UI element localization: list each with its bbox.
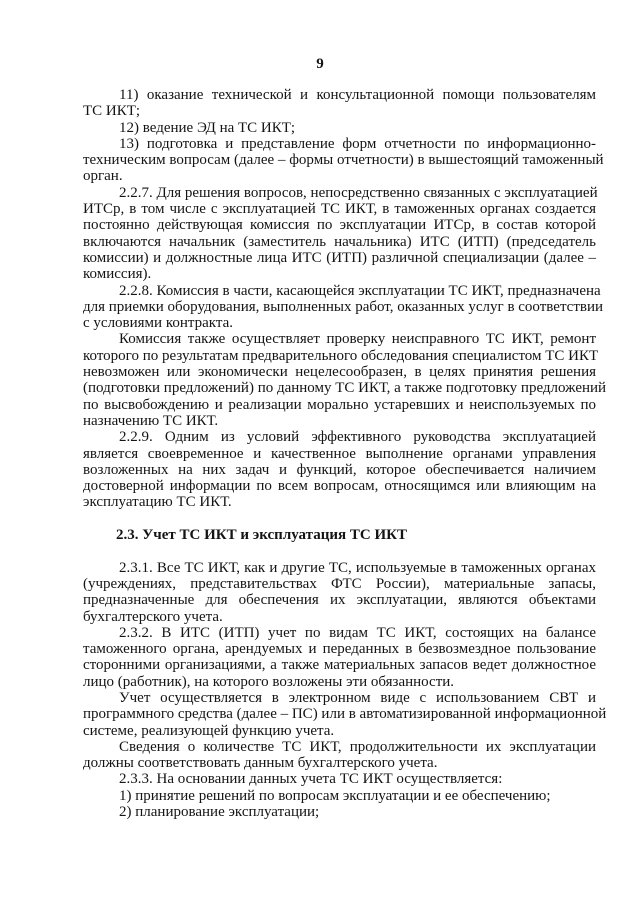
text-line: для приемки оборудования, выполненных работ, оказанных услуг в соответствии <box>83 298 604 315</box>
text-line: 12) ведение ЭД на ТС ИКТ; <box>119 119 296 136</box>
text-block-1 <box>83 87 607 511</box>
paragraph <box>83 135 604 185</box>
text-line: должны соответствовать данным бухгалтерского учета. <box>83 755 438 772</box>
text-line: (подготовки предложений) по данному ТС ИКТ, а также подготовку предложений <box>83 380 607 397</box>
text-line: постоянно действующая комиссия по эксплуатации ИТСр, в состав которой <box>83 217 596 234</box>
text-line: бухгалтерского учета. <box>83 608 223 625</box>
paragraph <box>83 282 604 332</box>
text-line: 2.2.9. Одним из условий эффективного руководства эксплуатацией <box>119 429 596 446</box>
section-heading: 2.3. Учет ТС ИКТ и эксплуатация ТС ИКТ <box>116 527 407 544</box>
text-line: включаются начальник (заместитель начальника) ИТС (ИТП) (председатель <box>83 233 596 250</box>
text-line: 2) планирование эксплуатации; <box>119 804 320 821</box>
text-line: 2.3.2. В ИТС (ИТП) учет по видам ТС ИКТ, состоящих на балансе <box>119 624 596 641</box>
page-number: 9 <box>316 56 324 72</box>
paragraph <box>83 87 596 120</box>
text-line: комиссии) и должностные лица ИТС (ИТП) различной специализации (далее – <box>83 249 596 266</box>
text-line: 2.3.3. На основании данных учета ТС ИКТ осуществляется: <box>119 771 503 788</box>
text-line: системе, реализующей функцию учета. <box>83 722 335 739</box>
spacer <box>83 543 596 559</box>
paragraph <box>83 560 596 625</box>
paragraph <box>83 331 607 429</box>
text-line: 13) подготовка и представление форм отчетности по информационно- <box>119 135 596 152</box>
text-line: орган. <box>83 168 123 185</box>
paragraph <box>83 429 596 510</box>
text-line: невозможен или экономически нецелесообразен, в целях принятия решения <box>83 364 596 381</box>
paragraph <box>83 689 607 739</box>
document-body <box>83 87 607 821</box>
spacer <box>83 511 596 527</box>
text-line: 2.2.7. Для решения вопросов, непосредственно связанных с эксплуатацией <box>119 184 598 201</box>
paragraph <box>83 120 596 136</box>
paragraph <box>83 185 596 283</box>
text-line: является своевременное и качественное выполнение органами управления <box>83 445 596 462</box>
text-line: назначению ТС ИКТ. <box>83 412 219 429</box>
text-line: достоверной информации по всем вопросам, относящимся или влияющим на <box>83 478 596 495</box>
text-line: комиссия). <box>83 266 152 283</box>
text-line: таможенного органа, арендуемых и переданных в безвозмездное пользование <box>83 641 596 658</box>
text-line: эксплуатацию ТС ИКТ. <box>83 494 232 511</box>
text-block-2 <box>83 559 607 821</box>
text-line: возложенных на них задач и функций, которое обеспечивается наличием <box>83 461 596 478</box>
text-line: Комиссия также осуществляет проверку неисправного ТС ИКТ, ремонт <box>119 331 596 348</box>
paragraph <box>83 739 596 772</box>
text-line: 2.2.8. Комиссия в части, касающейся эксплуатации ТС ИКТ, предназначена <box>119 282 601 299</box>
text-line: Сведения о количестве ТС ИКТ, продолжительности их эксплуатации <box>119 738 596 755</box>
text-line: которого по результатам предварительного обследования специалистом ТС ИКТ <box>83 347 599 364</box>
paragraph <box>83 788 596 804</box>
text-line: 2.3.1. Все ТС ИКТ, как и другие ТС, используемые в таможенных органах <box>119 559 596 576</box>
text-line: ТС ИКТ; <box>83 103 141 120</box>
text-line: предназначенные для обеспечения их эксплуатации, являются объектами <box>83 592 596 609</box>
text-line: 1) принятие решений по вопросам эксплуатации и ее обеспечению; <box>119 787 551 804</box>
text-line: ИТСр, в том числе с эксплуатацией ТС ИКТ, в таможенных органах создается <box>83 201 596 218</box>
text-line: лицо (работник), на которого возложены эти обязанности. <box>83 673 455 690</box>
text-line: Учет осуществляется в электронном виде с использованием СВТ и <box>119 689 596 706</box>
text-line: с условиями контракта. <box>83 315 234 332</box>
paragraph <box>83 625 596 690</box>
text-line: сторонними организациями, а также материальных запасов ведет должностное <box>83 657 596 674</box>
text-line: (учреждениях, представительствах ФТС России), материальные запасы, <box>83 575 596 592</box>
paragraph <box>83 771 596 787</box>
paragraph <box>83 804 596 820</box>
text-line: 11) оказание технической и консультационной помощи пользователям <box>119 87 596 103</box>
text-line: программного средства (далее – ПС) или в автоматизированной информационной <box>83 706 607 723</box>
text-line: по высвобождению и реализации морально устаревших и неиспользуемых по <box>83 396 596 413</box>
text-line: техническим вопросам (далее – формы отчетности) в вышестоящий таможенный <box>83 152 604 169</box>
